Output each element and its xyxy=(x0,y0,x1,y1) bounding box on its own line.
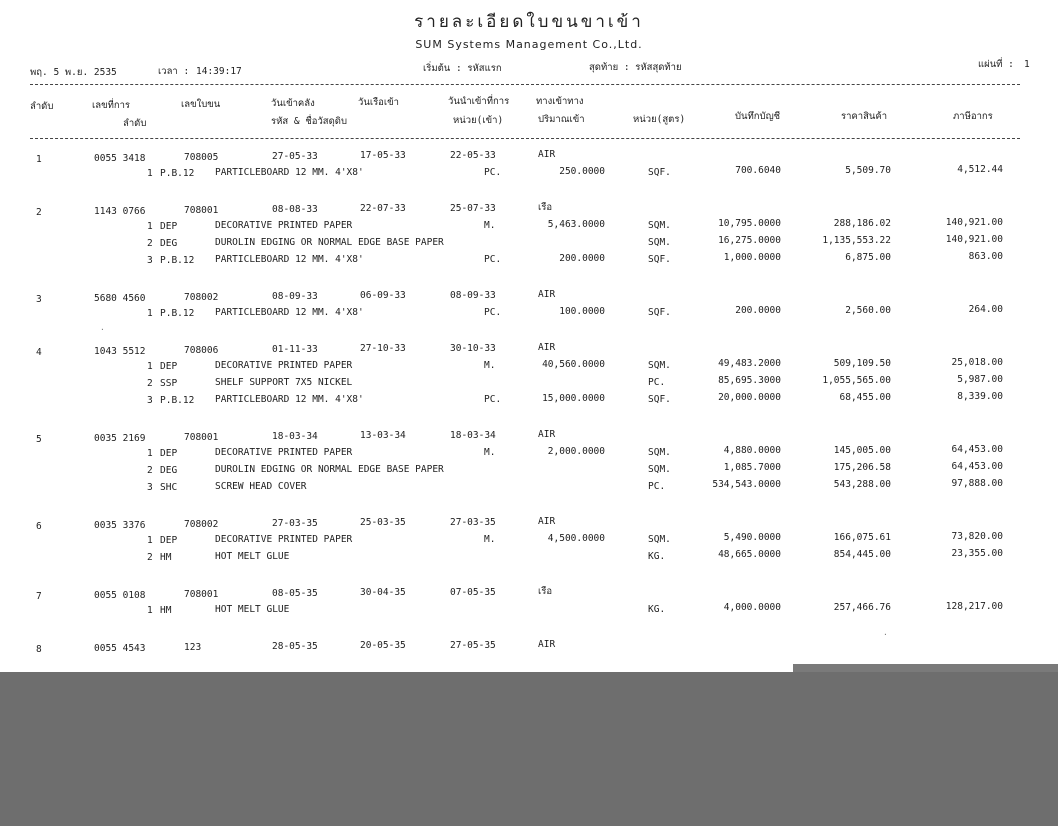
quantity-in: 100.0000 xyxy=(559,306,605,317)
material-description: DECORATIVE PRINTED PAPER xyxy=(215,447,353,458)
report-date: พฤ. 5 พ.ย. 2535 xyxy=(30,67,117,78)
report-title: รายละเอียดใบขนขาเข้า xyxy=(414,12,644,32)
material-code: SHC xyxy=(160,482,178,493)
import-tax: 23,355.00 xyxy=(951,548,1003,559)
col-doc: เลขใบขน xyxy=(181,99,221,110)
import-date: 25-07-33 xyxy=(450,203,496,214)
ship-arrival-date: 20-05-35 xyxy=(360,640,406,651)
unit-in: PC. xyxy=(484,394,502,405)
book-quantity: 49,483.2000 xyxy=(718,358,781,369)
material-description: DECORATIVE PRINTED PAPER xyxy=(215,360,353,371)
col-import-date: วันนำเข้าที่การ xyxy=(448,96,510,107)
warehouse-date: 08-09-33 xyxy=(272,291,318,302)
material-description: SCREW HEAD COVER xyxy=(215,481,307,492)
quantity-in: 4,500.0000 xyxy=(547,533,605,544)
unit-standard: SQF. xyxy=(648,307,671,318)
item-number: 1 xyxy=(147,605,153,616)
unit-in: M. xyxy=(484,447,496,458)
ship-arrival-date: 22-07-33 xyxy=(360,203,406,214)
material-code: DEG xyxy=(160,238,178,249)
col-warehouse-date: วันเข้าคลัง xyxy=(271,98,315,109)
unit-in: M. xyxy=(484,220,496,231)
range-end: สุดท้าย : รหัสสุดท้าย xyxy=(589,62,682,73)
transport-mode: AIR xyxy=(538,639,556,650)
header-separator-top xyxy=(30,84,1020,85)
col-unit-in: หน่วย(เข้า) xyxy=(453,115,504,126)
import-tax: 4,512.44 xyxy=(957,164,1003,175)
book-quantity: 700.6040 xyxy=(735,165,781,176)
item-number: 2 xyxy=(147,552,153,563)
record-number: 1 xyxy=(36,154,42,165)
header-separator-bottom xyxy=(30,138,1020,139)
unit-in: PC. xyxy=(484,307,502,318)
import-tax: 140,921.00 xyxy=(945,217,1003,228)
record-document: 708002 xyxy=(184,292,219,303)
goods-price: 1,135,553.22 xyxy=(822,235,891,246)
unit-in: PC. xyxy=(484,254,502,265)
page-label: แผ่นที่ : xyxy=(978,59,1014,70)
col-mode: ทางเข้าทาง xyxy=(536,96,584,107)
goods-price: 257,466.76 xyxy=(833,602,891,613)
record-document: 708001 xyxy=(184,589,219,600)
material-description: DUROLIN EDGING OR NORMAL EDGE BASE PAPER xyxy=(215,237,444,248)
goods-price: 543,288.00 xyxy=(833,479,891,490)
import-date: 30-10-33 xyxy=(450,343,496,354)
goods-price: 288,186.02 xyxy=(833,218,891,229)
material-description: PARTICLEBOARD 12 MM. 4'X8' xyxy=(215,254,364,265)
import-tax: 863.00 xyxy=(968,251,1003,262)
book-quantity: 10,795.0000 xyxy=(718,218,781,229)
warehouse-date: 27-05-33 xyxy=(272,151,318,162)
item-number: 3 xyxy=(147,255,153,266)
transport-mode: AIR xyxy=(538,289,556,300)
record-reference: 0055 3418 xyxy=(94,153,146,164)
record-document: 708005 xyxy=(184,152,219,163)
import-date: 07-05-35 xyxy=(450,587,496,598)
item-number: 1 xyxy=(147,221,153,232)
unit-standard: SQM. xyxy=(648,220,671,231)
record-reference: 0055 0108 xyxy=(94,590,146,601)
unit-standard: PC. xyxy=(648,377,666,388)
unit-in: PC. xyxy=(484,167,502,178)
record-number: 4 xyxy=(36,347,42,358)
material-description: DUROLIN EDGING OR NORMAL EDGE BASE PAPER xyxy=(215,464,444,475)
quantity-in: 40,560.0000 xyxy=(542,359,605,370)
book-quantity: 48,665.0000 xyxy=(718,549,781,560)
col-item-seq: ลำดับ xyxy=(123,118,147,129)
ship-arrival-date: 25-03-35 xyxy=(360,517,406,528)
unit-standard: SQF. xyxy=(648,167,671,178)
unit-standard: SQM. xyxy=(648,534,671,545)
company-name: SUM Systems Management Co.,Ltd. xyxy=(415,38,643,51)
record-number: 6 xyxy=(36,521,42,532)
record-document: 708001 xyxy=(184,205,219,216)
book-quantity: 20,000.0000 xyxy=(718,392,781,403)
import-date: 22-05-33 xyxy=(450,150,496,161)
item-number: 1 xyxy=(147,168,153,179)
import-tax: 8,339.00 xyxy=(957,391,1003,402)
material-code: DEG xyxy=(160,465,178,476)
record-document: 708001 xyxy=(184,432,219,443)
warehouse-date: 08-08-33 xyxy=(272,204,318,215)
page-number: 1 xyxy=(1024,59,1030,70)
goods-price: 5,509.70 xyxy=(845,165,891,176)
book-quantity: 200.0000 xyxy=(735,305,781,316)
unit-standard: SQF. xyxy=(648,394,671,405)
item-number: 1 xyxy=(147,535,153,546)
col-seq: ลำดับ xyxy=(30,101,54,112)
time-label: เวลา : xyxy=(158,66,190,77)
book-quantity: 85,695.3000 xyxy=(718,375,781,386)
goods-price: 854,445.00 xyxy=(833,549,891,560)
warehouse-date: 28-05-35 xyxy=(272,641,318,652)
speck: · xyxy=(100,325,105,334)
quantity-in: 2,000.0000 xyxy=(547,446,605,457)
col-qty: ปริมาณเข้า xyxy=(538,114,585,125)
material-code: P.B.12 xyxy=(160,395,195,406)
book-quantity: 4,880.0000 xyxy=(723,445,781,456)
material-code: DEP xyxy=(160,221,178,232)
quantity-in: 200.0000 xyxy=(559,253,605,264)
record-reference: 1143 0766 xyxy=(94,206,146,217)
material-description: PARTICLEBOARD 12 MM. 4'X8' xyxy=(215,394,364,405)
material-code: P.B.12 xyxy=(160,308,195,319)
import-tax: 97,888.00 xyxy=(951,478,1003,489)
quantity-in: 250.0000 xyxy=(559,166,605,177)
report-time: 14:39:17 xyxy=(196,66,242,77)
unit-in: M. xyxy=(484,534,496,545)
import-tax: 73,820.00 xyxy=(951,531,1003,542)
speck: · xyxy=(883,630,888,639)
record-document: 123 xyxy=(184,642,202,653)
unit-standard: SQM. xyxy=(648,237,671,248)
material-code: DEP xyxy=(160,361,178,372)
range-start: เริ่มต้น : รหัสแรก xyxy=(423,63,502,74)
material-description: DECORATIVE PRINTED PAPER xyxy=(215,220,353,231)
goods-price: 6,875.00 xyxy=(845,252,891,263)
record-reference: 1043 5512 xyxy=(94,346,146,357)
book-quantity: 16,275.0000 xyxy=(718,235,781,246)
unit-standard: SQM. xyxy=(648,360,671,371)
record-document: 708002 xyxy=(184,519,219,530)
item-number: 1 xyxy=(147,448,153,459)
import-date: 27-05-35 xyxy=(450,640,496,651)
goods-price: 175,206.58 xyxy=(833,462,891,473)
col-book: บันทึกบัญชี xyxy=(735,111,781,122)
unit-in: M. xyxy=(484,360,496,371)
goods-price: 509,109.50 xyxy=(833,358,891,369)
record-reference: 5680 4560 xyxy=(94,293,146,304)
record-reference: 0035 2169 xyxy=(94,433,146,444)
scan-background xyxy=(0,672,1058,826)
goods-price: 68,455.00 xyxy=(839,392,891,403)
col-tax: ภาษีอากร xyxy=(953,111,993,122)
material-code: DEP xyxy=(160,448,178,459)
col-ship-date: วันเรือเข้า xyxy=(358,97,399,108)
col-ref: เลขที่การ xyxy=(92,100,131,111)
material-description: HOT MELT GLUE xyxy=(215,551,290,562)
unit-standard: SQF. xyxy=(648,254,671,265)
unit-standard: KG. xyxy=(648,604,666,615)
item-number: 3 xyxy=(147,395,153,406)
quantity-in: 5,463.0000 xyxy=(547,219,605,230)
material-code: P.B.12 xyxy=(160,255,195,266)
ship-arrival-date: 30-04-35 xyxy=(360,587,406,598)
col-price: ราคาสินค้า xyxy=(841,111,888,122)
book-quantity: 1,085.7000 xyxy=(723,462,781,473)
warehouse-date: 18-03-34 xyxy=(272,431,318,442)
ship-arrival-date: 27-10-33 xyxy=(360,343,406,354)
col-unit: หน่วย(สูตร) xyxy=(633,114,686,125)
material-code: DEP xyxy=(160,535,178,546)
book-quantity: 1,000.0000 xyxy=(723,252,781,263)
record-number: 3 xyxy=(36,294,42,305)
material-description: PARTICLEBOARD 12 MM. 4'X8' xyxy=(215,167,364,178)
ship-arrival-date: 06-09-33 xyxy=(360,290,406,301)
record-number: 8 xyxy=(36,644,42,655)
book-quantity: 534,543.0000 xyxy=(712,479,781,490)
material-code: HM xyxy=(160,552,172,563)
book-quantity: 4,000.0000 xyxy=(723,602,781,613)
record-reference: 0035 3376 xyxy=(94,520,146,531)
import-tax: 140,921.00 xyxy=(945,234,1003,245)
material-code: P.B.12 xyxy=(160,168,195,179)
item-number: 2 xyxy=(147,378,153,389)
material-code: SSP xyxy=(160,378,178,389)
goods-price: 2,560.00 xyxy=(845,305,891,316)
unit-standard: KG. xyxy=(648,551,666,562)
transport-mode: AIR xyxy=(538,516,556,527)
warehouse-date: 01-11-33 xyxy=(272,344,318,355)
import-tax: 25,018.00 xyxy=(951,357,1003,368)
import-date: 18-03-34 xyxy=(450,430,496,441)
goods-price: 145,005.00 xyxy=(833,445,891,456)
unit-standard: SQM. xyxy=(648,447,671,458)
unit-standard: PC. xyxy=(648,481,666,492)
import-date: 08-09-33 xyxy=(450,290,496,301)
item-number: 1 xyxy=(147,361,153,372)
record-reference: 0055 4543 xyxy=(94,643,146,654)
transport-mode: เรือ xyxy=(538,586,553,597)
material-description: PARTICLEBOARD 12 MM. 4'X8' xyxy=(215,307,364,318)
transport-mode: AIR xyxy=(538,149,556,160)
material-description: HOT MELT GLUE xyxy=(215,604,290,615)
warehouse-date: 08-05-35 xyxy=(272,588,318,599)
import-tax: 5,987.00 xyxy=(957,374,1003,385)
warehouse-date: 27-03-35 xyxy=(272,518,318,529)
item-number: 2 xyxy=(147,238,153,249)
import-tax: 128,217.00 xyxy=(945,601,1003,612)
transport-mode: เรือ xyxy=(538,202,553,213)
unit-standard: SQM. xyxy=(648,464,671,475)
material-description: DECORATIVE PRINTED PAPER xyxy=(215,534,353,545)
item-number: 1 xyxy=(147,308,153,319)
ship-arrival-date: 13-03-34 xyxy=(360,430,406,441)
material-code: HM xyxy=(160,605,172,616)
goods-price: 1,055,565.00 xyxy=(822,375,891,386)
import-date: 27-03-35 xyxy=(450,517,496,528)
record-number: 5 xyxy=(36,434,42,445)
import-tax: 264.00 xyxy=(968,304,1003,315)
record-number: 2 xyxy=(36,207,42,218)
ship-arrival-date: 17-05-33 xyxy=(360,150,406,161)
item-number: 3 xyxy=(147,482,153,493)
material-description: SHELF SUPPORT 7X5 NICKEL xyxy=(215,377,353,388)
quantity-in: 15,000.0000 xyxy=(542,393,605,404)
book-quantity: 5,490.0000 xyxy=(723,532,781,543)
transport-mode: AIR xyxy=(538,342,556,353)
col-material: รหัส & ชื่อวัสดุดิบ xyxy=(271,116,347,127)
import-tax: 64,453.00 xyxy=(951,461,1003,472)
item-number: 2 xyxy=(147,465,153,476)
record-number: 7 xyxy=(36,591,42,602)
record-document: 708006 xyxy=(184,345,219,356)
import-tax: 64,453.00 xyxy=(951,444,1003,455)
transport-mode: AIR xyxy=(538,429,556,440)
goods-price: 166,075.61 xyxy=(833,532,891,543)
